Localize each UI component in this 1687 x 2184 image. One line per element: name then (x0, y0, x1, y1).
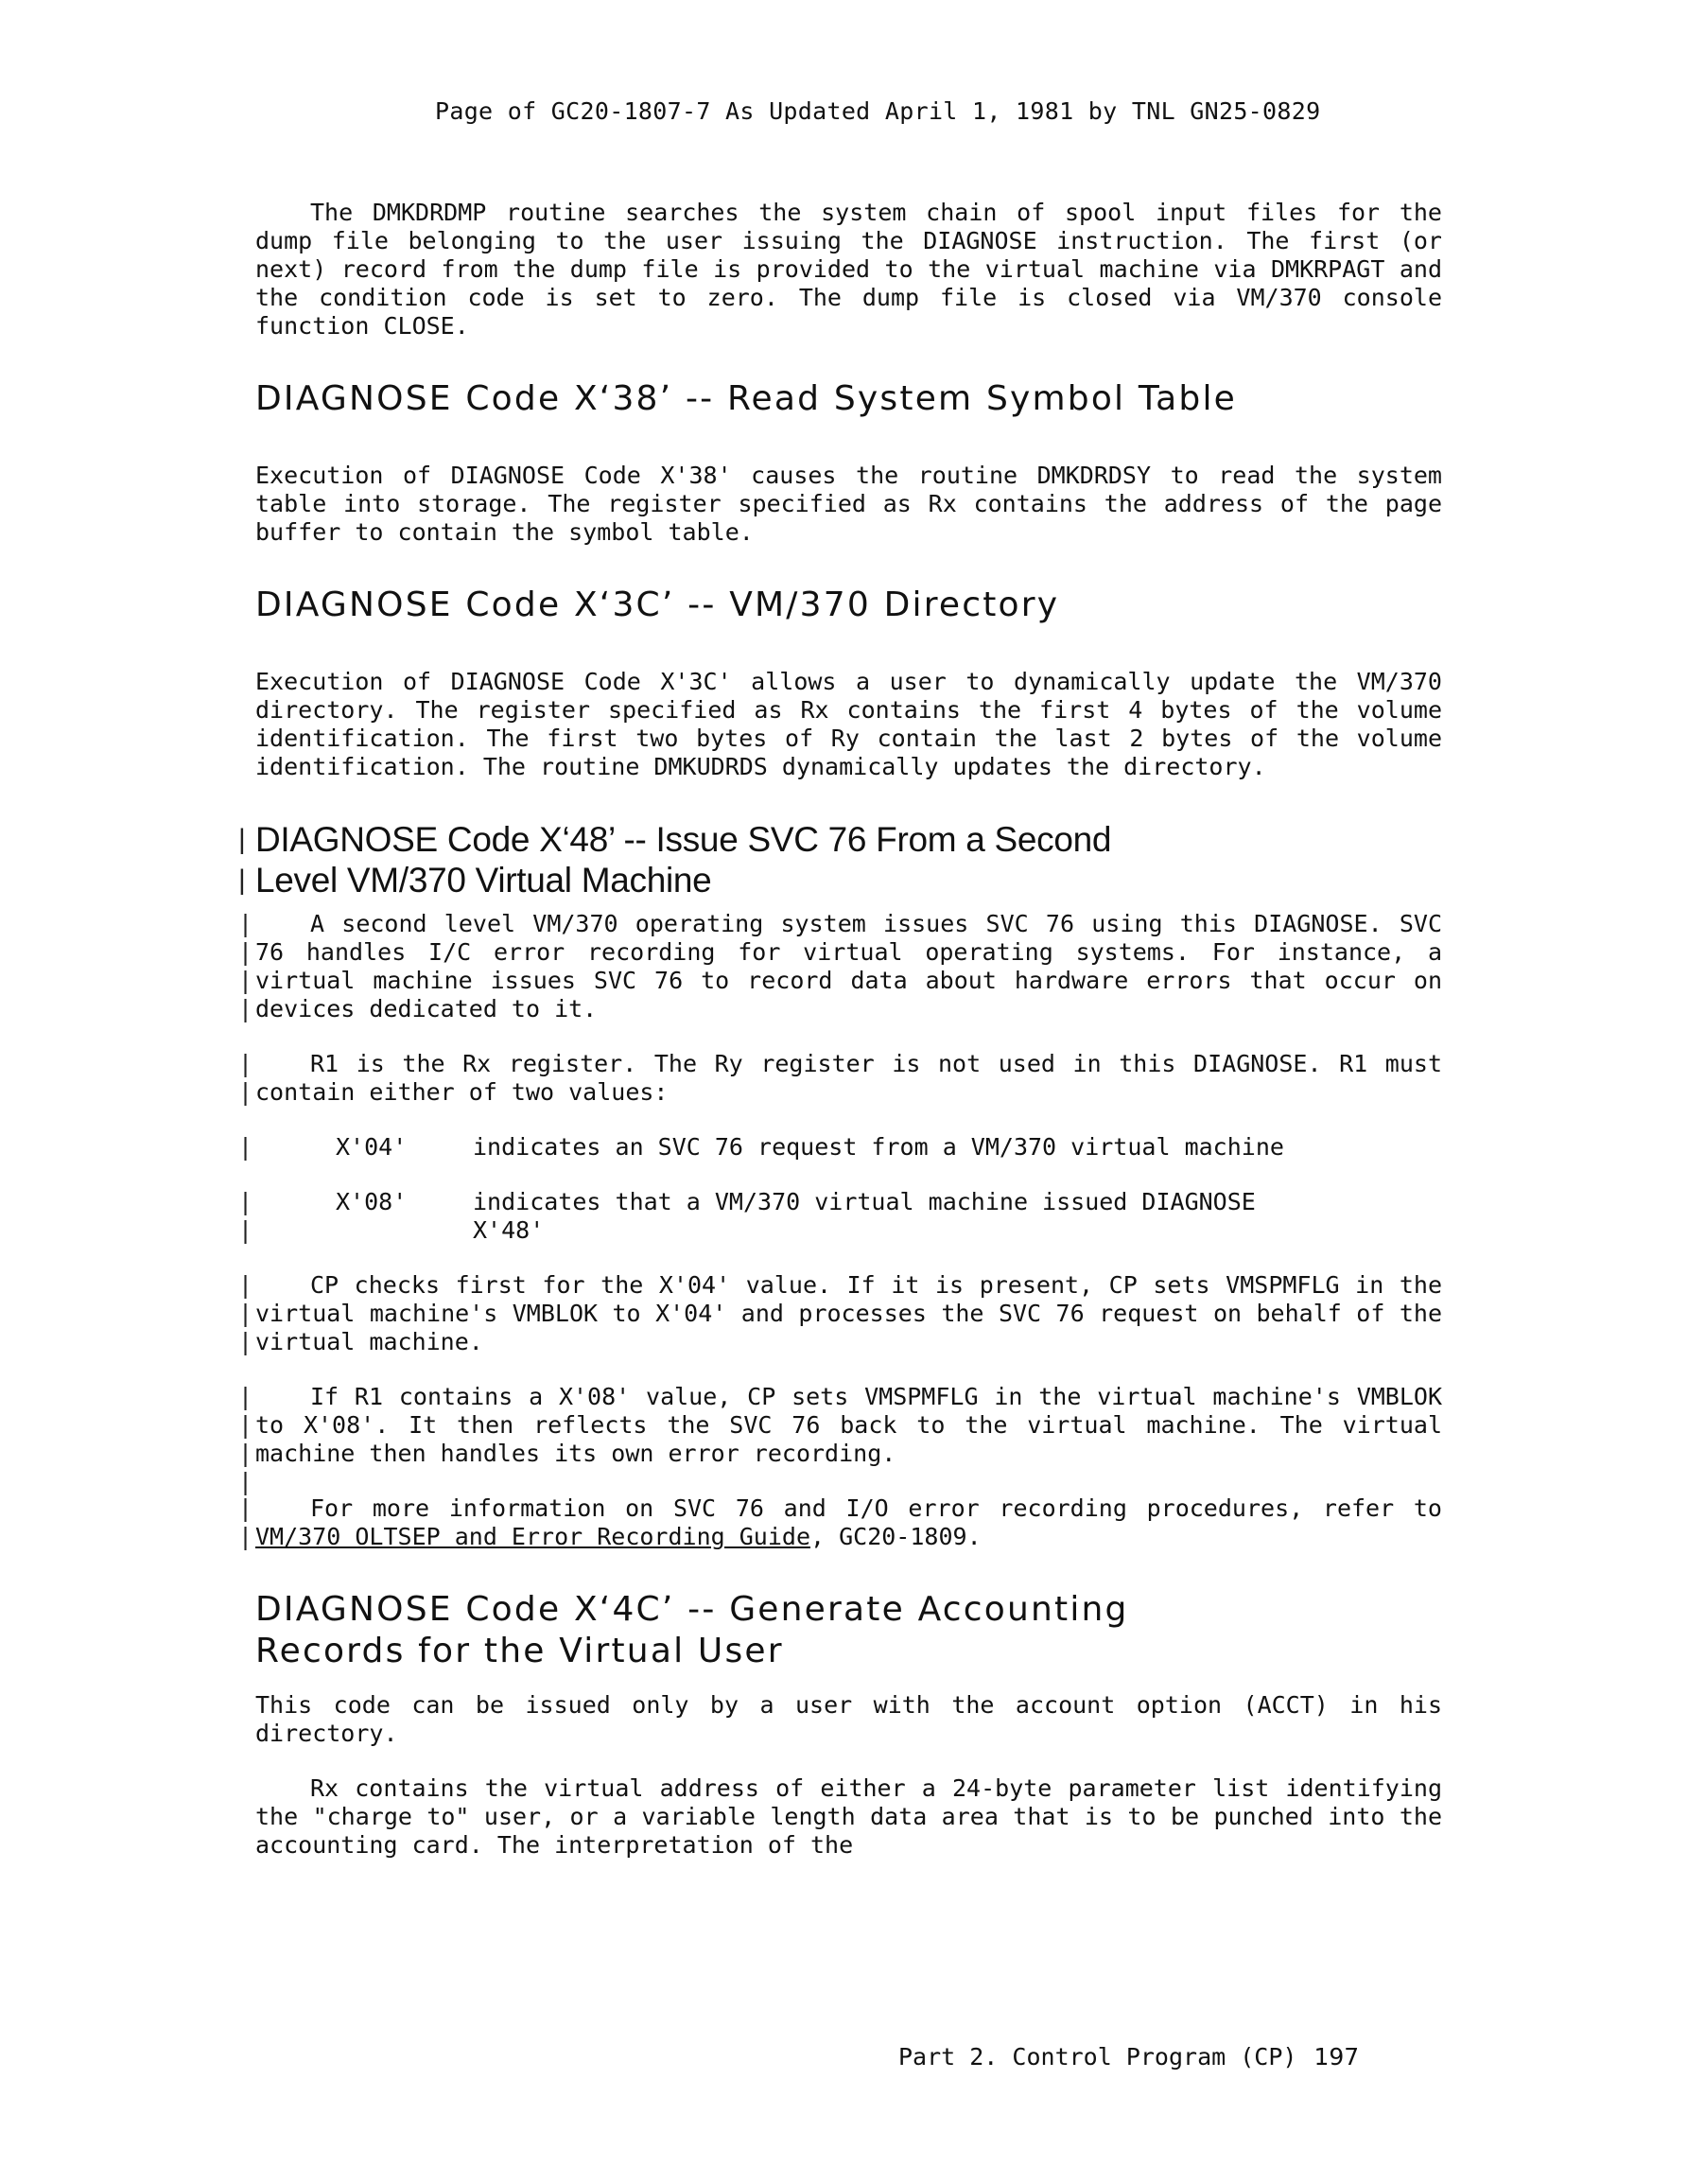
manual-reference-title: VM/370 OLTSEP and Error Recording Guide (255, 1523, 810, 1550)
section-48-heading-row (238, 819, 1442, 900)
intro-paragraph: The DMKDRDMP routine searches the system chain of spool input files for the dump file belonging to the user issuing the DIAGNOSE instruction. The first (or next) record from the dump file is provided to the virtual machine via DMKRPAGT and the condition code is set to zero. The dump file is closed via VM/370 console function CLOSE. (255, 199, 1442, 340)
revision-bars: | | (238, 1050, 253, 1106)
definition-term: X'04' (336, 1133, 408, 1161)
reference-text-post: , GC20-1809. (810, 1523, 982, 1550)
reference-text-pre: For more information on SVC 76 and I/O error recording procedures, refer to (310, 1494, 1442, 1522)
section-48-heading: DIAGNOSE Code X‘48’ -- Issue SVC 76 From a Second Level VM/370 Virtual Machine (255, 820, 1112, 900)
revision-bars: | | (238, 824, 246, 896)
section-48-paragraph-1: A second level VM/370 operating system issues SVC 76 using this DIAGNOSE. SVC 76 handles I/C error recording for virtual operating systems. For instance, a virtual machine issues SVC 76 to record data about hardware errors that occur on devices dedicated to it. (255, 910, 1442, 1022)
revision-bars: | | | | (238, 910, 253, 1022)
section-48-paragraph-4: If R1 contains a X'08' value, CP sets VMSPMFLG in the virtual machine's VMBLOK to X'08'. It then reflects the SVC 76 back to the virtual machine. The virtual machine then handles its own error recording. (255, 1383, 1442, 1467)
section-4c-paragraph-2: Rx contains the virtual address of either a 24-byte parameter list identifying the "charge to" user, or a variable length data area that is to be punched into the accounting card. The interpretation of the (255, 1774, 1442, 1859)
revision-bars: | | (238, 1188, 253, 1244)
page-content (238, 199, 1442, 1886)
page-footer (898, 2043, 1447, 2070)
section-3c-paragraph: Execution of DIAGNOSE Code X'3C' allows a user to dynamically update the VM/370 directory. The register specified as Rx contains the first 4 bytes of the volume identification. The first two bytes of Ry contain the last 2 bytes of the volume identification. The routine DMKUDRDS dynamically updates the directory. (255, 668, 1442, 780)
footer-text: Part 2. Control Program (CP) (898, 2043, 1297, 2070)
section-48-p1-row (238, 910, 1442, 1023)
definition-item (238, 1188, 1442, 1245)
section-4c-paragraph-1: This code can be issued only by a user with the account option (ACCT) in his directory. (255, 1691, 1442, 1747)
section-38-paragraph: Execution of DIAGNOSE Code X'38' causes the routine DMKDRDSY to read the system table into storage. The register specified as Rx contains the address of the page buffer to contain the symbol table. (255, 462, 1442, 546)
section-48-paragraph-3: CP checks first for the X'04' value. If it is present, CP sets VMSPMFLG in the virtual machine's VMBLOK to X'04' and processes the SVC 76 request on behalf of the virtual machine. (255, 1271, 1442, 1355)
revision-bars: | (238, 1133, 253, 1161)
section-4c-heading: DIAGNOSE Code X‘4C’ -- Generate Accounting Records for the Virtual User (255, 1590, 1129, 1670)
definition-item (238, 1133, 1442, 1162)
definition-text: indicates that a VM/370 virtual machine issued DIAGNOSE X'48' (473, 1188, 1256, 1244)
section-38-heading: DIAGNOSE Code X‘38’ -- Read System Symbol Table (255, 379, 1237, 418)
section-48-paragraph-2: R1 is the Rx register. The Ry register is not used in this DIAGNOSE. R1 must contain either of two values: (255, 1050, 1442, 1106)
revision-bars: | | (238, 1494, 253, 1550)
section-48-p5-row (238, 1494, 1442, 1551)
section-48-p4-row (238, 1383, 1442, 1495)
definition-term: X'08' (336, 1188, 408, 1215)
section-3c-heading: DIAGNOSE Code X‘3C’ -- VM/370 Directory (255, 585, 1060, 624)
section-48-p3-row (238, 1271, 1442, 1356)
page-header: Page of GC20-1807-7 As Updated April 1, 1981 by TNL GN25-0829 (435, 97, 1321, 125)
section-48-paragraph-5 (255, 1494, 1442, 1551)
revision-bars: | | | (238, 1271, 253, 1355)
page-number: 197 (1313, 2043, 1360, 2070)
revision-bars: | | | | (238, 1383, 253, 1495)
section-48-p2-row (238, 1050, 1442, 1107)
definition-text: indicates an SVC 76 request from a VM/370 virtual machine (473, 1133, 1284, 1161)
